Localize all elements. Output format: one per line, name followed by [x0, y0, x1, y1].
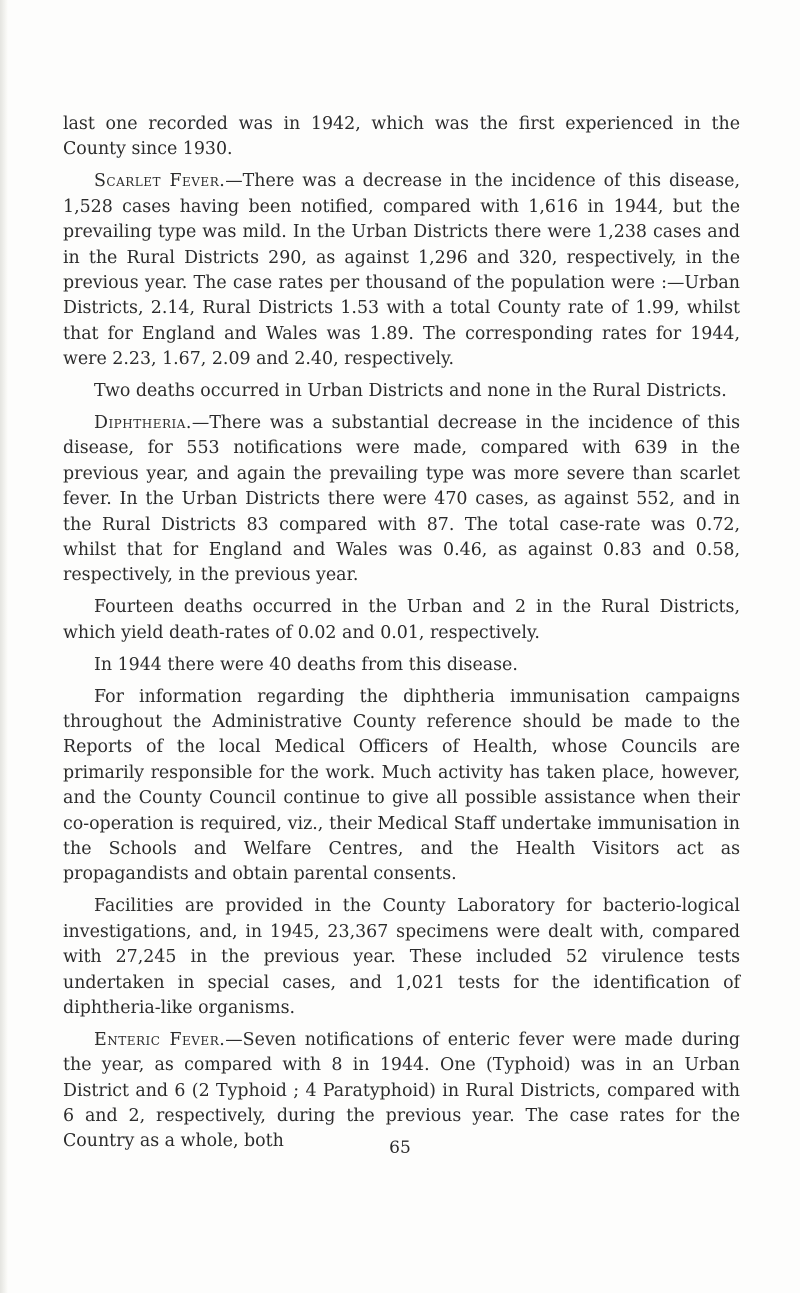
paragraph-text: —There was a decrease in the incidence of this disease, 1,528 cases having been notified, compared with 1,616 in 1944, but the prevailing type was mild. In the Urban Districts there were 1,238 cases and in the Rural Districts 290, as against 1,296 and 320, respectively, in the previous year. The case rates per thousand of the population were :—Urban Districts, 2.14, Rural Districts 1.53 with a total County rate of 1.99, whilst that for England and Wales was 1.89. The corresponding rates for 1944, were 2.23, 1.67, 2.09 and 2.40, respectively.	[63, 171, 741, 370]
paragraph-scarlet-fever	[63, 169, 740, 372]
paragraph-text: —There was a substantial decrease in the incidence of this disease, for 553 notifications were made, compared with 639 in the previous year, and again the prevailing type was more severe than scarlet fever. In the Urban Districts there were 470 cases, as against 552, and in the Rural Districts 83 compared with 87. The total case-rate was 0.72, whilst that for England and Wales was 0.46, as against 0.83 and 0.58, respectively, in the previous year.	[63, 412, 740, 586]
section-heading: Scarlet Fever.	[94, 171, 226, 192]
paragraph-enteric-fever	[63, 1028, 740, 1155]
section-heading: Enteric Fever.	[94, 1029, 226, 1050]
paragraph-text: In 1944 there were 40 deaths from this disease.	[94, 654, 518, 675]
scan-edge-shadow	[0, 0, 8, 1293]
paragraph-text: Fourteen deaths occurred in the Urban and 2 in the Rural Districts, which yield death-rates of 0.02 and 0.01, respectively.	[63, 597, 740, 643]
paragraph-text: For information regarding the diphtheria immunisation campaigns throughout the Administrative County reference should be made to the Reports of the local Medical Officers of Health, whose Councils are primarily responsible for the work. Much activity has taken place, however, and the County Council continue to give all possible assistance when their co-operation is required, viz., their Medical Staff undertake immunisation in the Schools and Welfare Centres, and the Health Visitors act as propagandists and obtain parental consents.	[63, 686, 740, 885]
paragraph-laboratory	[63, 894, 740, 1021]
body-text	[63, 112, 740, 1161]
paragraph-scarlet-deaths	[63, 379, 740, 404]
paragraph-diphtheria	[63, 411, 740, 589]
paragraph-diphtheria-deaths	[63, 595, 740, 646]
section-heading: Diphtheria.	[94, 412, 192, 433]
page-number: 65	[389, 1138, 411, 1158]
paragraph-continuation	[63, 112, 740, 163]
paragraph-text: Two deaths occurred in Urban Districts and none in the Rural Districts.	[94, 381, 727, 402]
paragraph-immunisation	[63, 685, 740, 888]
paragraph-1944-deaths	[63, 653, 740, 678]
paragraph-text: last one recorded was in 1942, which was the first experienced in the County since 1930.	[63, 114, 740, 160]
paragraph-text: —Seven notifications of enteric fever were made during the year, as compared with 8 in 1944. One (Typhoid) was in an Urban District and 6 (2 Typhoid ; 4 Paratyphoid) in Rural Districts, compared with 6 and 2, respectively, during the previous year. The case rates for the Country as a whole, both	[63, 1029, 740, 1152]
paragraph-text: Facilities are provided in the County Laboratory for bacterio-logical investigations, and, in 1945, 23,367 specimens were dealt with, compared with 27,245 in the previous year. These included 52 virulence tests undertaken in special cases, and 1,021 tests for the identification of diphtheria-like organisms.	[63, 896, 740, 1018]
